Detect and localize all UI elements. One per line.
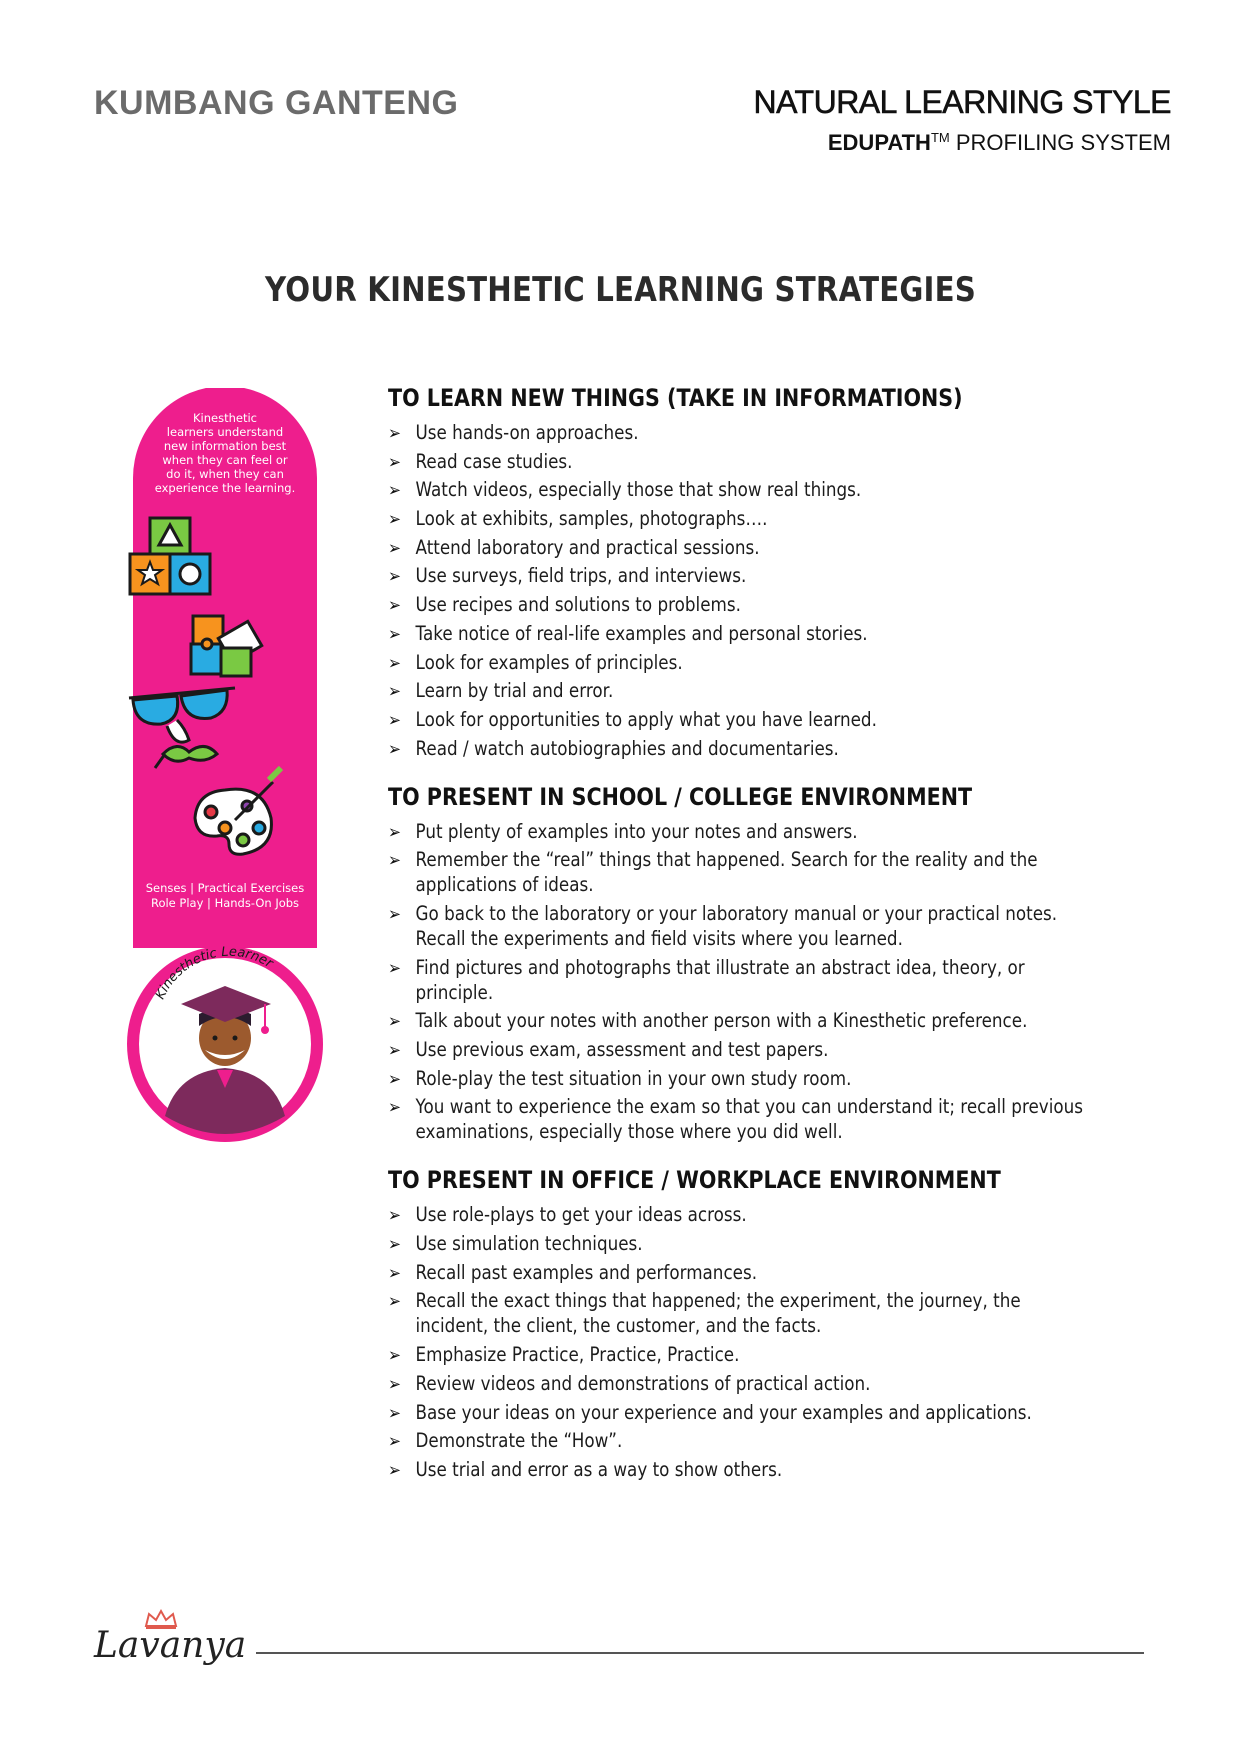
strategy-item [388,847,1086,897]
strategy-text: Recall the exact things that happened; the experiment, the journey, the incident, the client, the customer, and the facts. [415,1289,1021,1338]
strategy-item [388,678,1086,703]
strategy-item [388,650,1086,675]
strategy-text: Recall past examples and performances. [415,1260,758,1284]
bookmark-intro-line: new information best [163,439,287,453]
strategy-item [388,819,1086,844]
strategy-item [388,1202,1086,1227]
strategy-item [388,535,1086,560]
arrowhead-bullet-icon: ➢ [388,1291,401,1313]
trademark-mark: TM [930,130,950,145]
strategy-text: Attend laboratory and practical sessions. [415,535,760,559]
strategy-item [388,1371,1086,1396]
strategy-text: Look for examples of principles. [415,650,683,674]
strategy-text: Talk about your notes with another person with a Kinesthetic preference. [415,1009,1028,1033]
strategy-item [388,506,1086,531]
arrowhead-bullet-icon: ➢ [388,1068,401,1090]
strategy-item [388,1094,1086,1144]
kinesthetic-bookmark-illustration [125,388,325,1148]
arrowhead-bullet-icon: ➢ [388,451,401,473]
strategy-list [388,819,1148,1145]
arrowhead-bullet-icon: ➢ [388,738,401,760]
arrowhead-bullet-icon: ➢ [388,850,401,872]
strategy-item [388,1342,1086,1367]
strategy-text: Use previous exam, assessment and test papers. [415,1038,829,1061]
section-learn-new-things [388,384,1148,761]
brand-name: EDUPATH [827,130,931,155]
strategy-text: Look at exhibits, samples, photographs…. [415,507,768,531]
strategy-text: Watch videos, especially those that show real things. [415,478,862,502]
strategy-item [388,707,1086,732]
brand-logo: Lavanya [94,1625,247,1666]
arrowhead-bullet-icon: ➢ [388,595,401,617]
strategy-text: Put plenty of examples into your notes and answers. [415,819,858,843]
strategy-list [388,1202,1148,1482]
report-subtitle [828,130,1171,156]
strategy-item [388,1457,1086,1482]
strategy-item [388,1288,1086,1338]
arrowhead-bullet-icon: ➢ [388,509,401,531]
strategy-item [388,955,1086,1005]
section-school-college [388,783,1148,1145]
arrowhead-bullet-icon: ➢ [388,423,401,444]
strategy-text: Use recipes and solutions to problems. [415,593,741,617]
strategy-text: Use role-plays to get your ideas across. [415,1203,747,1227]
strategy-item [388,477,1086,502]
arrowhead-bullet-icon: ➢ [388,537,401,559]
strategy-item [388,1037,1086,1062]
strategy-text: Read case studies. [415,449,573,473]
arrowhead-bullet-icon: ➢ [388,957,401,979]
strategy-item [388,1400,1086,1425]
section-title: TO PRESENT IN SCHOOL / COLLEGE ENVIRONMENT [388,782,973,811]
footer-divider [256,1652,1144,1654]
strategy-text: Use hands-on approaches. [415,421,639,444]
arrowhead-bullet-icon: ➢ [388,1097,401,1119]
strategy-item [388,1231,1086,1256]
section-office-workplace [388,1166,1148,1482]
strategy-text: Use surveys, field trips, and interviews. [415,564,747,588]
arrowhead-bullet-icon: ➢ [388,1262,401,1284]
arrowhead-bullet-icon: ➢ [388,709,401,731]
strategy-text: Learn by trial and error. [415,679,614,703]
strategy-item [388,621,1086,646]
strategy-text: Review videos and demonstrations of practical action. [415,1371,871,1395]
arrowhead-bullet-icon: ➢ [388,1040,401,1061]
strategy-text: You want to experience the exam so that you can understand it; recall previous examinations, especially those where you did well. [415,1095,1084,1144]
section-title: TO LEARN NEW THINGS (TAKE IN INFORMATIONS) [388,384,963,412]
strategy-text: Base your ideas on your experience and your examples and applications. [415,1400,1032,1424]
strategy-text: Use trial and error as a way to show others. [415,1457,783,1481]
strategy-item [388,1260,1086,1285]
strategy-item [388,449,1086,474]
bookmark-tags-line2: Role Play | Hands-On Jobs [150,896,300,910]
strategy-item [388,592,1086,617]
strategy-list [388,420,1148,761]
arrowhead-bullet-icon: ➢ [388,1402,401,1424]
badge-label: Kinesthetic Learner [152,944,276,1002]
strategy-item [388,736,1086,761]
strategy-text: Look for opportunities to apply what you have learned. [415,707,877,731]
arrowhead-bullet-icon: ➢ [388,681,401,703]
strategy-text: Remember the “real” things that happened. Search for the reality and the applications of ideas. [415,848,1038,897]
bookmark-intro-line: Kinesthetic [193,411,257,425]
strategy-text: Find pictures and photographs that illustrate an abstract idea, theory, or principle. [415,955,1025,1004]
student-name: KUMBANG GANTENG [94,84,459,122]
bookmark-intro-line: learners understand [166,425,284,439]
strategies-content [388,384,1148,1504]
brand-suffix: PROFILING SYSTEM [949,130,1171,155]
arrowhead-bullet-icon: ➢ [388,1459,401,1481]
arrowhead-bullet-icon: ➢ [388,652,401,674]
section-title: TO PRESENT IN OFFICE / WORKPLACE ENVIRONMENT [388,1166,1001,1195]
strategy-item [388,1428,1086,1453]
bookmark-intro-line: experience the learning. [154,481,296,495]
bookmark-tags-line1: Senses | Practical Exercises [145,881,305,895]
arrowhead-bullet-icon: ➢ [388,1345,401,1367]
strategy-text: Take notice of real-life examples and personal stories. [415,621,868,645]
strategy-item [388,420,1086,445]
strategy-item [388,563,1086,588]
arrowhead-bullet-icon: ➢ [388,623,401,645]
strategy-item [388,1066,1086,1091]
strategy-text: Read / watch autobiographies and documentaries. [415,736,839,760]
arrowhead-bullet-icon: ➢ [388,821,401,843]
page-title: YOUR KINESTHETIC LEARNING STRATEGIES [264,270,976,310]
strategy-text: Emphasize Practice, Practice, Practice. [415,1343,740,1367]
arrowhead-bullet-icon: ➢ [388,1373,401,1395]
strategy-item [388,901,1086,951]
bookmark-intro-line: do it, when they can [166,467,284,481]
arrowhead-bullet-icon: ➢ [388,1205,401,1227]
arrowhead-bullet-icon: ➢ [388,566,401,588]
arrowhead-bullet-icon: ➢ [388,903,401,925]
strategy-text: Use simulation techniques. [415,1232,643,1256]
arrowhead-bullet-icon: ➢ [388,480,401,502]
strategy-text: Go back to the laboratory or your laboratory manual or your practical notes. Recall the experiments and field visits where you learned. [415,901,1058,950]
strategy-text: Role-play the test situation in your own study room. [415,1066,852,1090]
arrowhead-bullet-icon: ➢ [388,1011,401,1033]
arrowhead-bullet-icon: ➢ [388,1431,401,1453]
bookmark-intro-line: when they can feel or [162,453,288,467]
strategy-text: Demonstrate the “How”. [415,1429,623,1453]
report-title: NATURAL LEARNING STYLE [753,84,1171,120]
arrowhead-bullet-icon: ➢ [388,1234,401,1256]
strategy-item [388,1008,1086,1033]
